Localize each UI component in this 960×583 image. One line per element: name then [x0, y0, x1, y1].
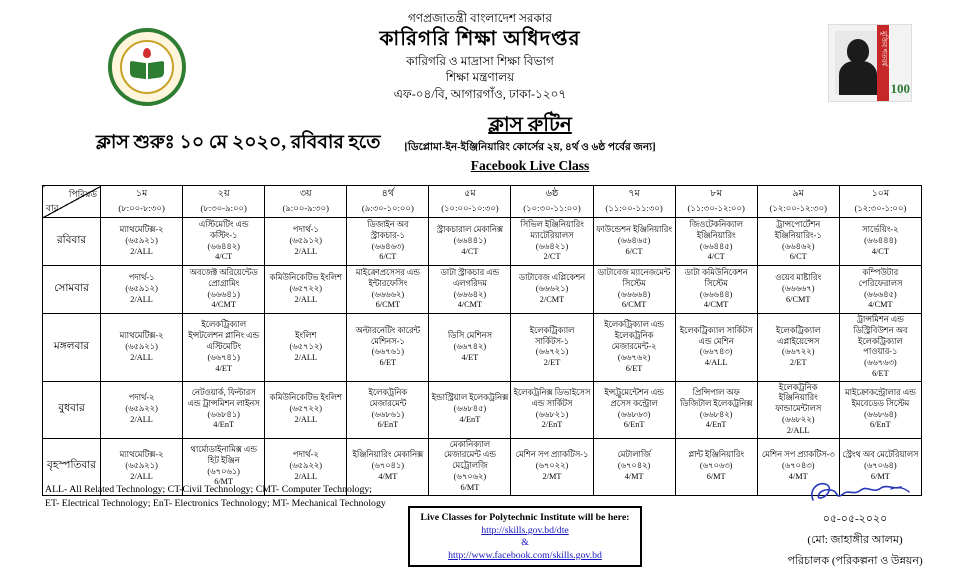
- subject-name: কম্পিউটার পেরিফেরালস: [858, 267, 903, 288]
- class-cell: [429, 218, 511, 266]
- class-cell: [757, 266, 839, 314]
- subject-code: (৬৭০৬৪): [864, 461, 897, 471]
- period-header-cell: [429, 186, 511, 218]
- subject-name: মেকানিক্যাল মেজারমেন্ট এন্ড মেট্রোলজি: [443, 439, 496, 471]
- subject-code: (৬৬৮৬৩): [617, 409, 651, 419]
- subject-name: ম্যাথমেটিক্স-২: [119, 450, 164, 460]
- day-cell: বৃহস্পতিবার: [43, 438, 101, 495]
- period-header-cell: [183, 186, 265, 218]
- period-header-cell: [265, 186, 347, 218]
- subject-code: (৬৭০৬২): [453, 471, 487, 481]
- semester-technology: 4/EnT: [213, 420, 235, 430]
- semester-technology: 2/ALL: [294, 471, 318, 481]
- subject-name: ইলেকট্রনিক্স ডিভাইসেস এন্ড সার্কিটস: [513, 388, 591, 408]
- class-cell: [839, 218, 921, 266]
- gov-line-4: শিক্ষা মন্ত্রণালয়: [445, 70, 515, 85]
- semester-technology: 2/ET: [789, 358, 807, 368]
- period-time: (৮:০০-৮:৩০): [118, 203, 165, 213]
- subject-code: (৬৫৯১২): [125, 284, 158, 294]
- class-cell: [511, 314, 593, 382]
- semester-technology: 2/ALL: [294, 415, 318, 425]
- period-label: ৯ম: [792, 189, 804, 199]
- semester-technology: 6/EnT: [870, 420, 891, 430]
- class-cell: [429, 381, 511, 438]
- signature-date: ০৫-০৫-২০২০: [822, 513, 888, 525]
- mujib-logo-100: 100: [890, 81, 910, 96]
- class-cell: [265, 266, 347, 314]
- class-cell: [675, 438, 757, 495]
- subject-name: জিওটেকনিক্যাল ইঞ্জিনিয়ারিং: [689, 219, 743, 240]
- subject-code: (৬৫৭২২): [289, 284, 322, 294]
- corner-cell: [43, 186, 101, 218]
- semester-technology: 2/ALL: [130, 415, 153, 425]
- semester-technology: 2/ALL: [294, 352, 318, 362]
- class-cell: [347, 381, 429, 438]
- subject-name: ট্রান্সপোর্টেশন ইঞ্জিনিয়ারিং-১: [774, 219, 822, 240]
- semester-technology: 6/MT: [870, 471, 890, 481]
- semester-technology: 4/ET: [461, 352, 479, 362]
- subject-name: মাইক্রোকন্ট্রোলার এন্ড ইমবেডেড সিস্টেম: [845, 388, 916, 408]
- period-time: (৯:৩০-১০:০০): [361, 203, 414, 213]
- class-cell: [347, 218, 429, 266]
- subject-code: (৬৫৭২২): [289, 404, 322, 414]
- subject-code: (৬৬৮৬১): [371, 409, 405, 419]
- subject-name: ডাটাবেজ এপ্লিকেশন: [518, 273, 586, 283]
- subject-name: পদার্থ-২: [128, 393, 155, 403]
- subject-name: ইলেকট্রনিক ইঞ্জিনিয়ারিং ফান্ডামেন্টালস: [775, 382, 822, 414]
- day-row: [43, 314, 922, 382]
- subject-name: পদার্থ-১: [128, 273, 155, 283]
- period-header-cell: [593, 186, 675, 218]
- ampersand-separator: &: [521, 537, 529, 548]
- subject-code: (৬৬৮২১): [535, 409, 569, 419]
- subject-code: (৬৬৭২১): [535, 347, 569, 357]
- gov-line-1: গণপ্রজাতন্ত্রী বাংলাদেশ সরকার: [407, 11, 553, 25]
- subject-code: (৬৬৬৪২): [453, 289, 487, 299]
- semester-technology: 6/ET: [625, 363, 643, 373]
- subject-name: ডিসি মেশিনস: [447, 331, 492, 341]
- class-cell: [675, 314, 757, 382]
- subject-code: (৬৬৪৪৪): [864, 236, 897, 246]
- gov-header: [0, 10, 960, 102]
- period-time: (১০:০০-১০:৩০): [441, 203, 499, 213]
- class-cell: [511, 381, 593, 438]
- class-cell: [101, 266, 183, 314]
- subject-code: (৬৬৮৪১): [207, 409, 240, 419]
- semester-technology: 6/CMT: [375, 300, 401, 310]
- subject-code: (৬৬৭৬২): [617, 352, 651, 362]
- semester-technology: 4/ALL: [704, 358, 728, 368]
- class-cell: [101, 381, 183, 438]
- period-label: ১ম: [135, 189, 148, 199]
- class-cell: [511, 438, 593, 495]
- class-cell: [839, 381, 921, 438]
- period-header-cell: [347, 186, 429, 218]
- subject-code: (৬৭০২২): [535, 461, 569, 471]
- subject-name: ইলেকট্রিক্যাল সার্কিটস-১: [529, 325, 575, 346]
- mujib-portrait: [835, 31, 879, 95]
- subject-code: (৬৫৯২১): [125, 461, 158, 471]
- semester-technology: 4/EnT: [705, 420, 727, 430]
- subject-name: ইলেকট্রিক্যাল এপ্লাইয়েন্সেস: [775, 325, 821, 346]
- facebook-link[interactable]: http://www.facebook.com/skills.gov.bd: [448, 550, 602, 561]
- class-cell: [593, 266, 675, 314]
- day-row: [43, 381, 922, 438]
- subject-code: (৬৬৭২২): [781, 347, 815, 357]
- subject-name: পদার্থ-২: [292, 450, 319, 460]
- semester-technology: 6/CT: [379, 252, 397, 262]
- semester-technology: 2/ALL: [294, 294, 318, 304]
- semester-technology: 4/CT: [461, 246, 479, 256]
- signature-block: [760, 476, 950, 571]
- subject-code: (৬৬৭৪৩): [699, 347, 733, 357]
- signature-image: [795, 476, 915, 510]
- semester-technology: 4/CMT: [703, 300, 729, 310]
- routine-subtitle: [ডিপ্লোমা-ইন-ইঞ্জিনিয়ারিং কোর্সের ২য়, ৪র্থ ও ৬ষ্ঠ পর্বের জন্য]: [404, 142, 656, 153]
- period-header-cell: [757, 186, 839, 218]
- class-cell: [265, 381, 347, 438]
- class-cell: [101, 218, 183, 266]
- legend-line-2: ET- Electrical Technology; EnT- Electronics Technology; MT- Mechanical Technology: [45, 498, 386, 510]
- subject-name: এস্টিমেটিং এন্ড কস্টিং-১: [198, 219, 249, 240]
- semester-technology: 4/CT: [871, 246, 889, 256]
- subject-code: (৬৭০৪৩): [781, 461, 815, 471]
- gov-line-3: কারিগরি ও মাদ্রাসা শিক্ষা বিভাগ: [406, 54, 554, 69]
- class-cell: [757, 314, 839, 382]
- signatory-name: (মো: জাহাঙ্গীর আলম): [807, 534, 903, 546]
- semester-technology: 2/ALL: [294, 246, 318, 256]
- period-time: (৮:৩০-৯:০০): [200, 203, 247, 213]
- subject-name: ফাউন্ডেশন ইঞ্জিনিয়ারিং: [596, 225, 672, 235]
- subject-name: কমিউনিকেটিভ ইংলিশ: [269, 393, 342, 403]
- semester-technology: 6/ET: [379, 358, 397, 368]
- class-cell: [757, 381, 839, 438]
- subject-name: ম্যাথমেটিক্স-২: [119, 331, 164, 341]
- subject-code: (৬৭০৪১): [371, 461, 405, 471]
- subject-code: (৬৬৪৪১): [453, 236, 487, 246]
- class-cell: [183, 314, 265, 382]
- subject-name: ম্যাথমেটিক্স-২: [119, 225, 164, 235]
- subject-name: মেটালার্জি: [617, 450, 651, 460]
- subject-name: নেটওয়ার্ক, ফিল্টারস এন্ড ট্রান্সমিশন লাইনস: [187, 388, 260, 408]
- period-label: ৪র্থ: [381, 189, 394, 199]
- semester-technology: 2/ALL: [130, 471, 153, 481]
- class-cell: [183, 381, 265, 438]
- signatory-title: পরিচালক (পরিকল্পনা ও উন্নয়ন): [787, 555, 923, 567]
- subject-code: (৬৬৪৬২): [781, 241, 815, 251]
- gov-address: এফ-০৪/বি, আগারগাঁও, ঢাকা-১২০৭: [393, 86, 567, 101]
- mujib-logo-band: [877, 25, 889, 101]
- class-cell: [593, 438, 675, 495]
- semester-technology: 6/CT: [625, 246, 643, 256]
- subject-code: (৬৭০৬৩): [699, 461, 733, 471]
- semester-technology: 2/ALL: [130, 246, 153, 256]
- subject-name: ইন্ডাস্ট্রিয়াল ইলেকট্রনিক্স: [431, 393, 509, 403]
- routine-table: [42, 185, 922, 496]
- day-cell: বুধবার: [43, 381, 101, 438]
- class-start-text: ক্লাস শুরুঃ ১০ মে ২০২০, রবিবার হতে: [96, 132, 381, 153]
- subject-code: (৬৬৬২১): [535, 284, 569, 294]
- subject-code: (৬৬৭৪২): [453, 341, 487, 351]
- class-cell: [429, 438, 511, 495]
- period-label: ৫ম: [464, 189, 476, 199]
- subject-code: (৬৬৪৬৫): [617, 236, 651, 246]
- semester-technology: 2/ALL: [130, 294, 153, 304]
- semester-technology: 6/MT: [460, 482, 480, 492]
- subject-code: (৬৬৪৪৫): [699, 241, 733, 251]
- day-cell: মঙ্গলবার: [43, 314, 101, 382]
- portrait-body: [839, 61, 877, 95]
- class-cell: [675, 218, 757, 266]
- subject-name: ইলেকট্রিক্যাল ইন্সটলেশন প্লানিং এন্ড এস্টিমেটিং: [188, 320, 260, 351]
- subject-code: (৬৬৪৪২): [207, 241, 240, 251]
- semester-technology: 6/EnT: [623, 420, 645, 430]
- subject-name: মেশিন সপ প্র্যাকটিস-১: [515, 450, 589, 460]
- class-cell: [593, 381, 675, 438]
- subject-code: (৬৭০৪২): [617, 461, 651, 471]
- subject-name: কমিউনিকেটিভ ইংলিশ: [269, 273, 342, 283]
- semester-technology: 4/CT: [215, 252, 233, 262]
- subject-name: অবজেক্ট অরিয়েন্টেড প্রোগ্রামিং: [189, 267, 258, 288]
- subject-code: (৬৬৬৪৪): [699, 289, 733, 299]
- day-cell: রবিবার: [43, 218, 101, 266]
- period-time: (৯:০০-৯:৩০): [282, 203, 329, 213]
- period-label: ৩য়: [299, 189, 312, 199]
- semester-technology: 2/ALL: [130, 352, 153, 362]
- subject-code: (৬৬৬৬৭): [781, 284, 815, 294]
- subject-name: ডাটা কমিউনিকেশন সিস্টেম: [684, 267, 748, 288]
- semester-technology: 4/ET: [215, 363, 232, 373]
- subject-code: (৬৬৮৬৪): [864, 409, 897, 419]
- semester-technology: 4/CMT: [457, 300, 483, 310]
- subject-code: (৬৫৯১২): [289, 236, 322, 246]
- subject-code: (৬৭০৬১): [207, 466, 240, 476]
- period-header-cell: [101, 186, 183, 218]
- semester-technology: 2/ALL: [786, 425, 810, 435]
- live-classes-box: [408, 506, 642, 567]
- subject-name: সার্ভেয়িং-২: [862, 225, 899, 235]
- mujib-borsho-100-logo: [828, 24, 912, 102]
- semester-technology: 4/CMT: [211, 300, 236, 310]
- semester-technology: 6/CMT: [786, 294, 811, 304]
- semester-technology: 2/CMT: [539, 294, 565, 304]
- technology-legend: [45, 483, 386, 511]
- semester-technology: 4/EnT: [459, 415, 481, 425]
- period-label: ১০ম: [871, 189, 890, 199]
- semester-technology: 2/MT: [542, 471, 562, 481]
- period-time: (১১:৩০-১২:০০): [687, 203, 745, 213]
- subject-name: থার্মোডাইনামিক্স এন্ড হিট ইঞ্জিন: [190, 444, 257, 465]
- semester-technology: 4/CT: [707, 252, 725, 262]
- subject-name: সিভিল ইঞ্জিনিয়ারিং ম্যাটেরিয়ালস: [520, 219, 584, 240]
- subject-code: (৬৬৮৪২): [699, 409, 733, 419]
- class-cell: [511, 218, 593, 266]
- corner-period-label: পিরিয়ড: [68, 189, 98, 199]
- period-label: ৭ম: [628, 189, 640, 199]
- subject-name: ইঞ্জিনিয়ারিং মেকানিক্স: [352, 450, 424, 460]
- subject-name: প্লান্ট ইঞ্জিনিয়ারিং: [688, 450, 744, 460]
- class-cell: [347, 314, 429, 382]
- period-time: (১২:৩০-১:০০): [854, 203, 907, 213]
- subject-name: ইলেকট্রিক্যাল সার্কিটস এন্ড মেশিন: [679, 325, 753, 346]
- semester-technology: 6/EnT: [377, 420, 399, 430]
- period-header-row: [43, 186, 922, 218]
- subject-name: ইলেকট্রিক্যাল এন্ড ইলেকট্রনিক মেজারমেন্ট-২: [604, 320, 664, 351]
- subject-name: ইলেকট্রনিক মেজারমেন্ট: [368, 388, 408, 408]
- subject-name: ডিজাইন অব স্ট্রাকচার-১: [367, 219, 409, 240]
- class-cell: [839, 266, 921, 314]
- subject-code: (৬৬৪২১): [535, 241, 569, 251]
- subject-name: ট্রান্সমিশন এন্ড ডিস্ট্রিবিউশন অব ইলেকট্রিক্যাল পাওয়ার-১: [853, 315, 908, 357]
- semester-technology: 6/CMT: [621, 300, 647, 310]
- subject-name: ইংলিশ: [295, 331, 317, 341]
- period-label: ২য়: [217, 189, 230, 199]
- day-cell: সোমবার: [43, 266, 101, 314]
- semester-technology: 4/CMT: [868, 300, 893, 310]
- class-cell: [347, 266, 429, 314]
- subject-code: (৬৬৬৬২): [371, 289, 405, 299]
- subject-code: (৬৬৬৪৫): [864, 289, 897, 299]
- subject-code: (৬৫৭১২): [289, 341, 322, 351]
- class-cell: [511, 266, 593, 314]
- subject-code: (৬৫৯২১): [125, 341, 158, 351]
- class-cell: [593, 218, 675, 266]
- subject-code: (৬৬৬৪১): [207, 289, 240, 299]
- subject-name: মেশিন সপ প্র্যাকটিস-৩: [761, 450, 835, 460]
- day-row: [43, 266, 922, 314]
- period-label: ৬ষ্ঠ: [545, 189, 559, 199]
- semester-technology: 6/MT: [214, 477, 234, 487]
- org-name: কারিগরি শিক্ষা অধিদপ্তর: [379, 28, 581, 51]
- class-cell: [839, 314, 921, 382]
- routine-title: ক্লাস রুটিন: [488, 114, 572, 136]
- subject-code: (৬৬৮৪৫): [453, 404, 487, 414]
- period-header-cell: [511, 186, 593, 218]
- subject-code: (৬৬৪৬৩): [371, 241, 405, 251]
- subject-name: স্ট্রাকচারাল মেকানিক্স: [436, 225, 504, 235]
- class-cell: [675, 266, 757, 314]
- subject-name: প্রিন্সিপাল অফ ডিজিটাল ইলেকট্রনিক্স: [679, 388, 753, 408]
- class-cell: [757, 218, 839, 266]
- semester-technology: 4/MT: [378, 471, 398, 481]
- semester-technology: 6/CT: [789, 252, 807, 262]
- class-cell: [265, 314, 347, 382]
- class-cell: [429, 314, 511, 382]
- class-cell: [593, 314, 675, 382]
- subject-code: (৬৬৭৬৩): [864, 358, 897, 368]
- period-label: ৮ম: [710, 189, 722, 199]
- class-cell: [265, 218, 347, 266]
- semester-technology: 2/EnT: [541, 420, 563, 430]
- period-header-cell: [675, 186, 757, 218]
- semester-technology: 4/MT: [788, 471, 808, 481]
- subject-code: (৬৫৯২২): [289, 461, 322, 471]
- semester-technology: 2/CT: [543, 252, 561, 262]
- skills-link[interactable]: http://skills.gov.bd/dte: [481, 525, 569, 536]
- class-cell: [183, 266, 265, 314]
- legend-line-1: ALL- All Related Technology; CT-Civil Technology; CMT- Computer Technology;: [45, 484, 373, 495]
- class-cell: [101, 314, 183, 382]
- subject-name: ইন্সট্রুমেন্টেশন এন্ড প্রসেস কন্ট্রোল: [604, 388, 664, 408]
- class-cell: [429, 266, 511, 314]
- subject-name: ওয়েব মাষ্টারিং: [775, 273, 822, 283]
- class-cell: [675, 381, 757, 438]
- subject-name: মাইক্রোপ্রসেসর এন্ড ইন্টারফেসিং: [355, 267, 420, 288]
- subject-name: স্ট্রেংথ অব মেটেরিয়ালস: [842, 450, 919, 460]
- semester-technology: 6/MT: [706, 471, 726, 481]
- live-box-title: Live Classes for Polytechnic Institute will be here:: [420, 512, 630, 523]
- mujib-logo-text: মুজিব শতবর্ষ: [879, 31, 888, 66]
- subject-code: (৬৬৮২২): [781, 415, 815, 425]
- semester-technology: 2/ET: [543, 358, 561, 368]
- subject-name: অল্টারনেটিং কারেন্ট মেশিনস-১: [355, 325, 421, 346]
- subject-code: (৬৫৯২২): [125, 404, 158, 414]
- subject-code: (৬৫৯২১): [125, 236, 158, 246]
- portrait-head: [847, 39, 869, 63]
- facebook-live-label: Facebook Live Class: [470, 158, 590, 173]
- subject-name: ডাটা স্ট্রাকচার এন্ড এলগরিদম: [440, 267, 500, 288]
- subject-code: (৬৬৭৬১): [371, 347, 405, 357]
- day-row: [43, 218, 922, 266]
- period-time: (১০:৩০-১১:০০): [523, 203, 581, 213]
- period-time: (১২:০০-১২:৩০): [769, 203, 827, 213]
- subject-code: (৬৬৬৬৪): [617, 289, 651, 299]
- subject-name: পদার্থ-১: [292, 225, 319, 235]
- subject-name: ডাটাবেজ ম্যানেজমেন্ট সিস্টেম: [597, 267, 671, 288]
- semester-technology: 6/ET: [872, 368, 889, 378]
- period-time: (১১:০০-১১:৩০): [605, 203, 663, 213]
- period-header-cell: [839, 186, 921, 218]
- semester-technology: 4/MT: [624, 471, 644, 481]
- class-cell: [183, 218, 265, 266]
- subject-code: (৬৬৭৪১): [207, 352, 240, 362]
- corner-day-label: বার: [46, 203, 59, 213]
